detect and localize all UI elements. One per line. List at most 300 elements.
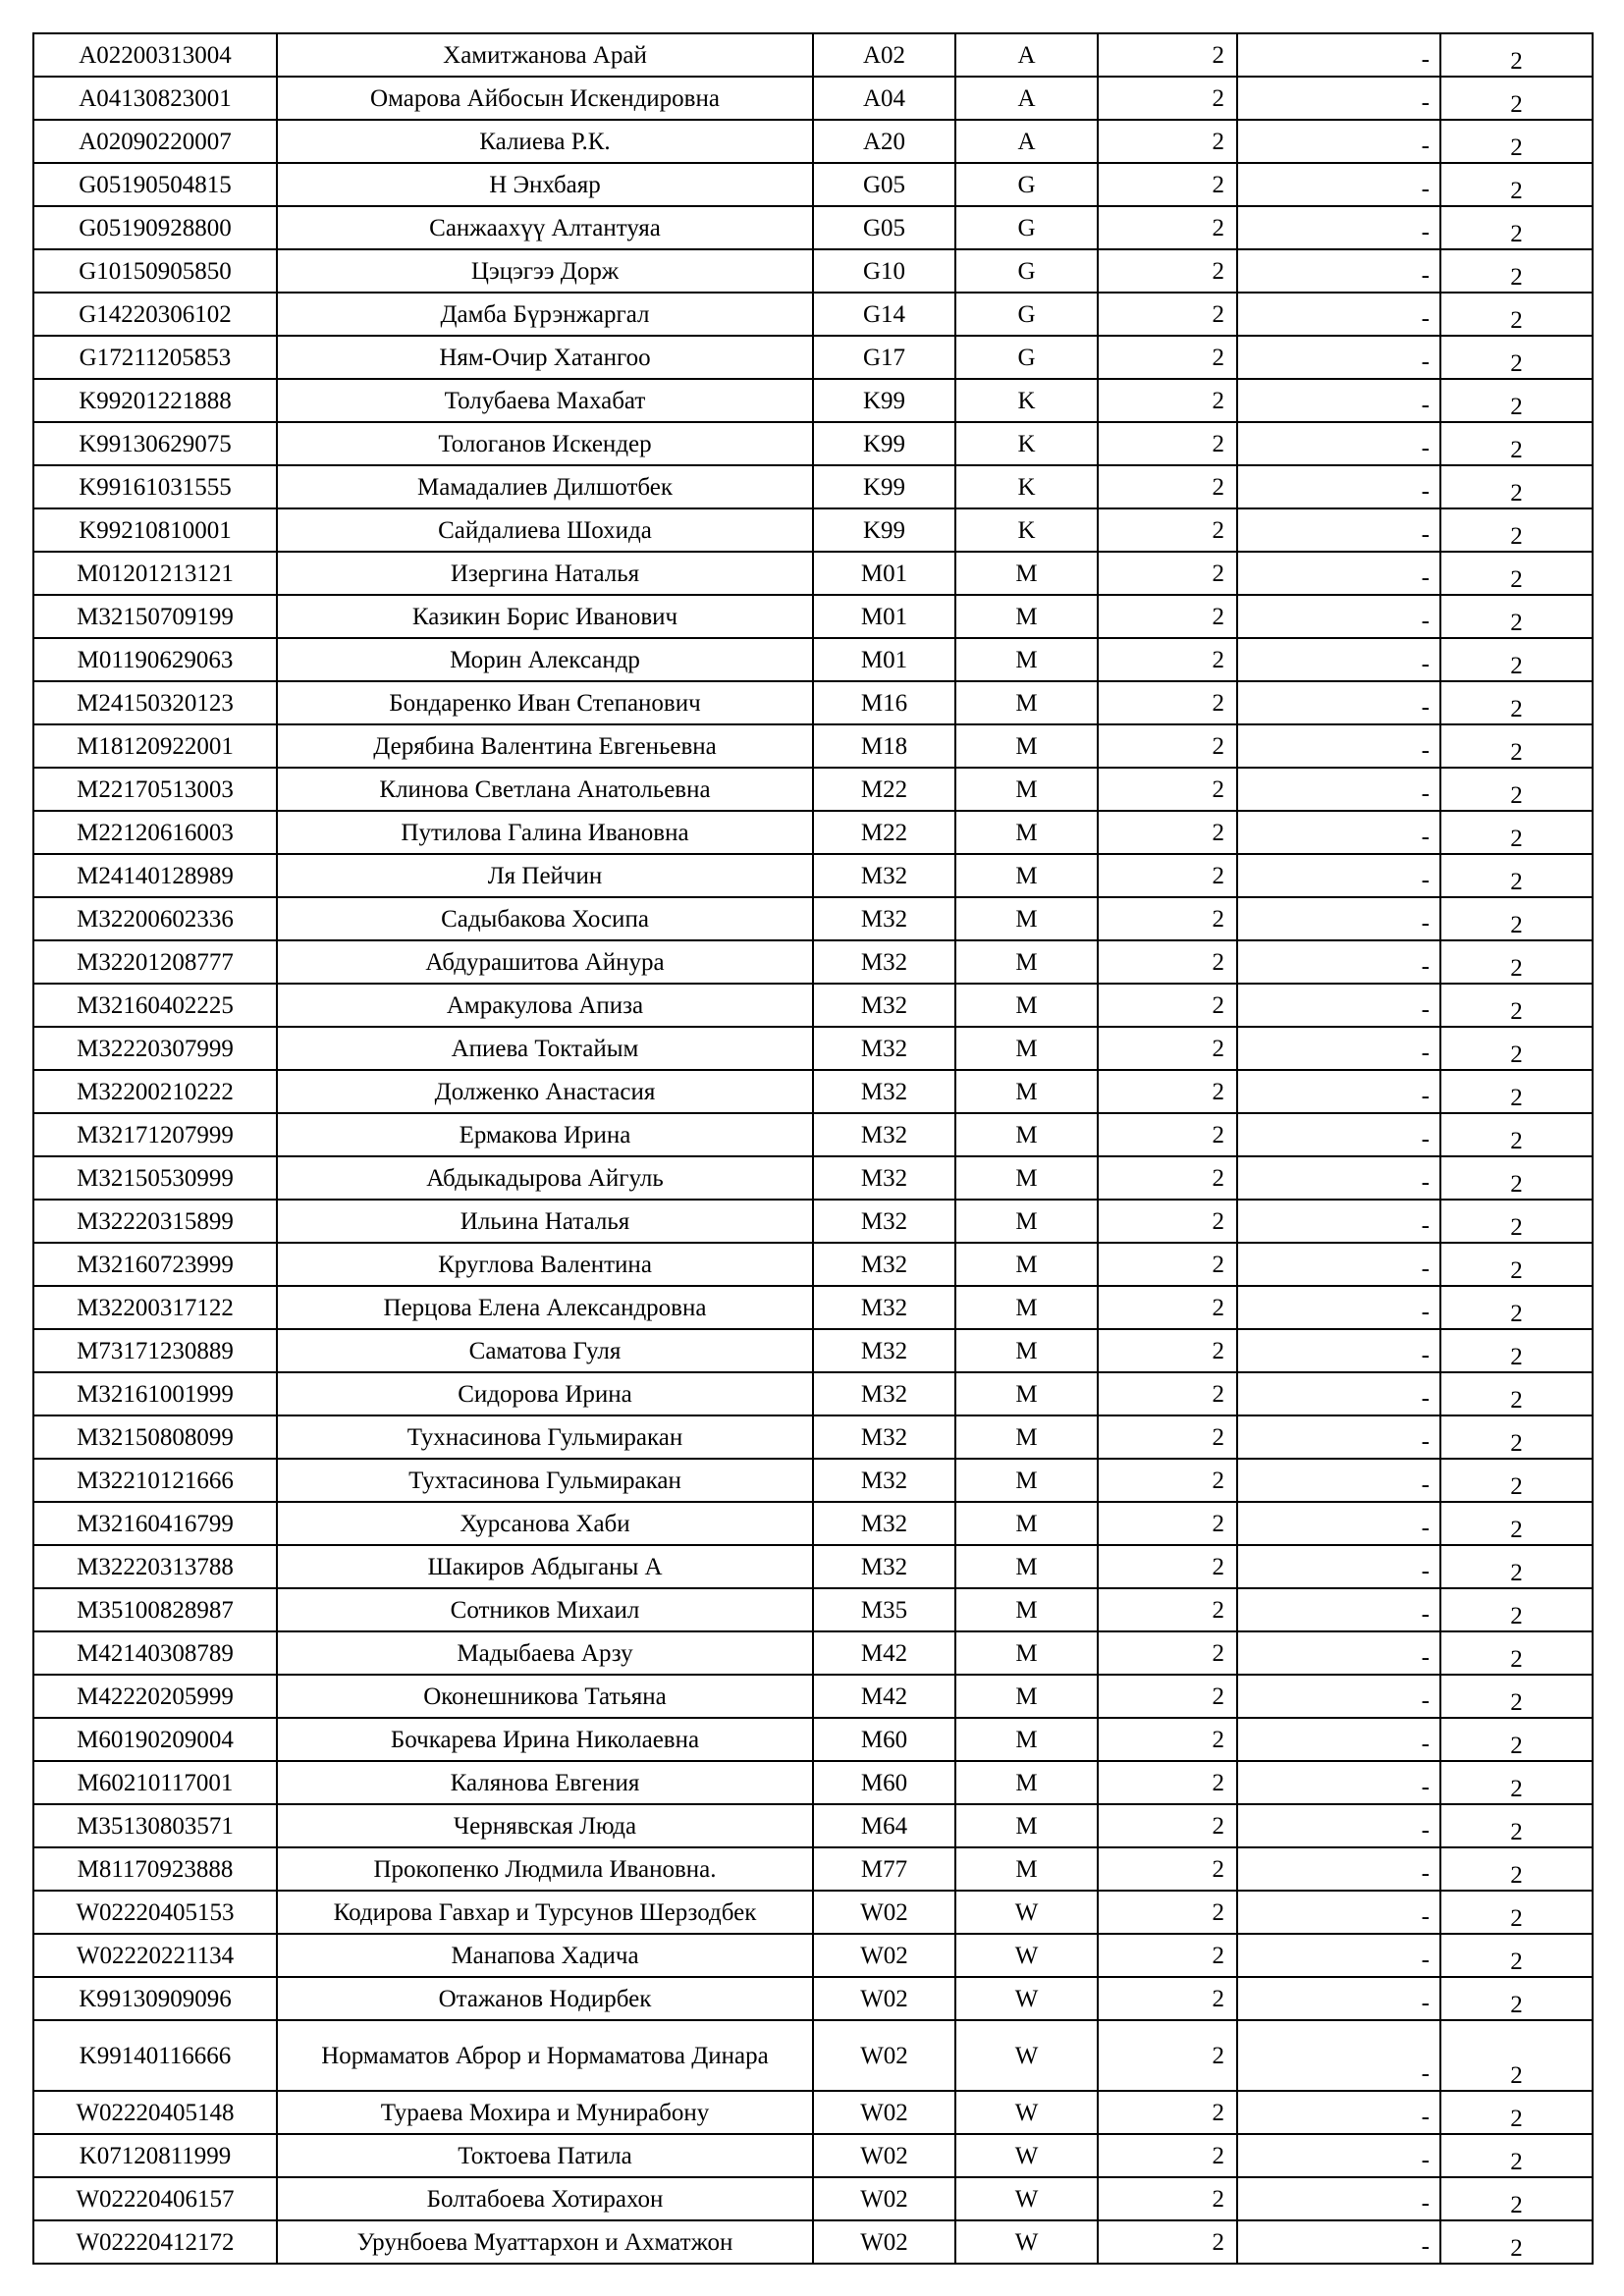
group-letter: G [955, 206, 1098, 249]
table-row [33, 2134, 1593, 2177]
participant-id: M60210117001 [33, 1761, 277, 1804]
score-value: 2 [1098, 163, 1237, 206]
score-value: 2 [1098, 1200, 1237, 1243]
table-row [33, 379, 1593, 422]
dash-cell: - [1237, 638, 1440, 681]
total-value: 2 [1440, 724, 1593, 768]
total-value: 2 [1440, 1243, 1593, 1286]
score-value: 2 [1098, 854, 1237, 897]
participant-name: Тухтасинова Гульмиракан [277, 1459, 813, 1502]
category-code: W02 [813, 1977, 955, 2020]
participant-id: M24140128989 [33, 854, 277, 897]
participant-id: K07120811999 [33, 2134, 277, 2177]
total-value: 2 [1440, 508, 1593, 552]
table-row [33, 1286, 1593, 1329]
dash-cell: - [1237, 2220, 1440, 2264]
score-value: 2 [1098, 595, 1237, 638]
group-letter: W [955, 1891, 1098, 1934]
table-row [33, 2220, 1593, 2264]
table-row [33, 206, 1593, 249]
category-code: M32 [813, 1113, 955, 1156]
category-code: M22 [813, 811, 955, 854]
category-code: W02 [813, 2020, 955, 2091]
dash-cell: - [1237, 1588, 1440, 1631]
participant-name: Ля Пейчин [277, 854, 813, 897]
group-letter: W [955, 2177, 1098, 2220]
participant-name: Прокопенко Людмила Ивановна. [277, 1847, 813, 1891]
category-code: M32 [813, 1286, 955, 1329]
participant-id: W02220405148 [33, 2091, 277, 2134]
participant-id: M01190629063 [33, 638, 277, 681]
total-value: 2 [1440, 854, 1593, 897]
table-row [33, 1934, 1593, 1977]
dash-cell: - [1237, 1502, 1440, 1545]
score-value: 2 [1098, 1588, 1237, 1631]
dash-cell: - [1237, 1329, 1440, 1372]
score-value: 2 [1098, 465, 1237, 508]
table-row [33, 508, 1593, 552]
total-value: 2 [1440, 2177, 1593, 2220]
dash-cell: - [1237, 1415, 1440, 1459]
participant-name: Тухнасинова Гульмиракан [277, 1415, 813, 1459]
total-value: 2 [1440, 1502, 1593, 1545]
dash-cell: - [1237, 897, 1440, 940]
participant-id: K99201221888 [33, 379, 277, 422]
dash-cell: - [1237, 33, 1440, 77]
total-value: 2 [1440, 336, 1593, 379]
participant-name: Бондаренко Иван Степанович [277, 681, 813, 724]
group-letter: A [955, 120, 1098, 163]
participant-id: K99130909096 [33, 1977, 277, 2020]
table-row [33, 1847, 1593, 1891]
participant-name: Дерябина Валентина Евгеньевна [277, 724, 813, 768]
group-letter: M [955, 1329, 1098, 1372]
participant-id: M73171230889 [33, 1329, 277, 1372]
participant-name: Абдыкадырова Айгуль [277, 1156, 813, 1200]
table-row [33, 1891, 1593, 1934]
category-code: M32 [813, 1372, 955, 1415]
category-code: W02 [813, 1934, 955, 1977]
score-value: 2 [1098, 1934, 1237, 1977]
dash-cell: - [1237, 1977, 1440, 2020]
participant-id: M32160723999 [33, 1243, 277, 1286]
dash-cell: - [1237, 1243, 1440, 1286]
participant-id: M32220307999 [33, 1027, 277, 1070]
category-code: M60 [813, 1718, 955, 1761]
participant-id: W02220406157 [33, 2177, 277, 2220]
participant-name: Чернявская Люда [277, 1804, 813, 1847]
category-code: G05 [813, 163, 955, 206]
total-value: 2 [1440, 811, 1593, 854]
participant-id: A02200313004 [33, 33, 277, 77]
table-row [33, 1243, 1593, 1286]
table-row [33, 1459, 1593, 1502]
dash-cell: - [1237, 1934, 1440, 1977]
table-row [33, 1070, 1593, 1113]
table-row [33, 2020, 1593, 2091]
category-code: M32 [813, 984, 955, 1027]
participant-name: Путилова Галина Ивановна [277, 811, 813, 854]
score-value: 2 [1098, 77, 1237, 120]
group-letter: M [955, 984, 1098, 1027]
table-row [33, 163, 1593, 206]
total-value: 2 [1440, 1200, 1593, 1243]
group-letter: M [955, 1243, 1098, 1286]
table-row [33, 293, 1593, 336]
table-row [33, 336, 1593, 379]
total-value: 2 [1440, 1847, 1593, 1891]
table-row [33, 1718, 1593, 1761]
dash-cell: - [1237, 595, 1440, 638]
category-code: M01 [813, 638, 955, 681]
participant-name: Толубаева Махабат [277, 379, 813, 422]
participant-name: Мамадалиев Дилшотбек [277, 465, 813, 508]
dash-cell: - [1237, 2177, 1440, 2220]
dash-cell: - [1237, 1200, 1440, 1243]
total-value: 2 [1440, 984, 1593, 1027]
participant-id: M32210121666 [33, 1459, 277, 1502]
total-value: 2 [1440, 681, 1593, 724]
table-row [33, 1027, 1593, 1070]
participant-id: M42140308789 [33, 1631, 277, 1675]
total-value: 2 [1440, 1372, 1593, 1415]
score-value: 2 [1098, 1804, 1237, 1847]
group-letter: M [955, 1200, 1098, 1243]
participant-id: M32160402225 [33, 984, 277, 1027]
total-value: 2 [1440, 465, 1593, 508]
participant-id: K99210810001 [33, 508, 277, 552]
participant-name: Изергина Наталья [277, 552, 813, 595]
table-row [33, 1977, 1593, 2020]
participant-name: Долженко Анастасия [277, 1070, 813, 1113]
table-row [33, 940, 1593, 984]
participant-name: Урунбоева Муаттархон и Ахматжон [277, 2220, 813, 2264]
participant-id: G10150905850 [33, 249, 277, 293]
table-row [33, 681, 1593, 724]
table-row [33, 1675, 1593, 1718]
total-value: 2 [1440, 1631, 1593, 1675]
participant-name: Круглова Валентина [277, 1243, 813, 1286]
score-value: 2 [1098, 897, 1237, 940]
score-value: 2 [1098, 1372, 1237, 1415]
category-code: M77 [813, 1847, 955, 1891]
score-value: 2 [1098, 1631, 1237, 1675]
total-value: 2 [1440, 1113, 1593, 1156]
dash-cell: - [1237, 1070, 1440, 1113]
total-value: 2 [1440, 1329, 1593, 1372]
total-value: 2 [1440, 2020, 1593, 2091]
dash-cell: - [1237, 768, 1440, 811]
participant-id: M01201213121 [33, 552, 277, 595]
group-letter: M [955, 854, 1098, 897]
participant-id: M60190209004 [33, 1718, 277, 1761]
dash-cell: - [1237, 984, 1440, 1027]
dash-cell: - [1237, 163, 1440, 206]
score-value: 2 [1098, 1891, 1237, 1934]
group-letter: G [955, 163, 1098, 206]
participant-id: M32200602336 [33, 897, 277, 940]
dash-cell: - [1237, 508, 1440, 552]
table-row [33, 811, 1593, 854]
group-letter: M [955, 1113, 1098, 1156]
group-letter: G [955, 293, 1098, 336]
group-letter: W [955, 1977, 1098, 2020]
group-letter: M [955, 1718, 1098, 1761]
score-value: 2 [1098, 120, 1237, 163]
total-value: 2 [1440, 293, 1593, 336]
participant-id: M32161001999 [33, 1372, 277, 1415]
score-value: 2 [1098, 1718, 1237, 1761]
category-code: M35 [813, 1588, 955, 1631]
group-letter: G [955, 336, 1098, 379]
total-value: 2 [1440, 1934, 1593, 1977]
dash-cell: - [1237, 1545, 1440, 1588]
category-code: M32 [813, 1156, 955, 1200]
participant-name: Тологанов Искендер [277, 422, 813, 465]
total-value: 2 [1440, 2134, 1593, 2177]
total-value: 2 [1440, 552, 1593, 595]
score-value: 2 [1098, 1977, 1237, 2020]
participant-name: Казикин Борис Иванович [277, 595, 813, 638]
total-value: 2 [1440, 638, 1593, 681]
category-code: W02 [813, 1891, 955, 1934]
group-letter: M [955, 1675, 1098, 1718]
participant-id: M22120616003 [33, 811, 277, 854]
total-value: 2 [1440, 940, 1593, 984]
participant-id: A04130823001 [33, 77, 277, 120]
score-value: 2 [1098, 379, 1237, 422]
group-letter: K [955, 379, 1098, 422]
total-value: 2 [1440, 163, 1593, 206]
total-value: 2 [1440, 2220, 1593, 2264]
group-letter: M [955, 638, 1098, 681]
total-value: 2 [1440, 595, 1593, 638]
participant-name: Абдурашитова Айнура [277, 940, 813, 984]
participant-id: M32150530999 [33, 1156, 277, 1200]
score-value: 2 [1098, 1027, 1237, 1070]
participant-name: Калиева Р.К. [277, 120, 813, 163]
participant-name: Н Энхбаяр [277, 163, 813, 206]
dash-cell: - [1237, 1847, 1440, 1891]
category-code: M16 [813, 681, 955, 724]
total-value: 2 [1440, 1070, 1593, 1113]
dash-cell: - [1237, 336, 1440, 379]
total-value: 2 [1440, 77, 1593, 120]
score-value: 2 [1098, 422, 1237, 465]
dash-cell: - [1237, 379, 1440, 422]
dash-cell: - [1237, 552, 1440, 595]
group-letter: M [955, 811, 1098, 854]
category-code: M32 [813, 1200, 955, 1243]
group-letter: M [955, 724, 1098, 768]
participant-id: M18120922001 [33, 724, 277, 768]
group-letter: M [955, 1761, 1098, 1804]
dash-cell: - [1237, 1804, 1440, 1847]
table-row [33, 1588, 1593, 1631]
category-code: G10 [813, 249, 955, 293]
dash-cell: - [1237, 293, 1440, 336]
score-value: 2 [1098, 2091, 1237, 2134]
participant-name: Болтабоева Хотирахон [277, 2177, 813, 2220]
table-row [33, 1631, 1593, 1675]
table-row [33, 638, 1593, 681]
category-code: M32 [813, 854, 955, 897]
table-row [33, 724, 1593, 768]
participant-name: Кодирова Гавхар и Турсунов Шерзодбек [277, 1891, 813, 1934]
category-code: W02 [813, 2134, 955, 2177]
dash-cell: - [1237, 1675, 1440, 1718]
table-row [33, 1415, 1593, 1459]
participant-id: M32160416799 [33, 1502, 277, 1545]
score-value: 2 [1098, 984, 1237, 1027]
group-letter: M [955, 1459, 1098, 1502]
category-code: W02 [813, 2220, 955, 2264]
category-code: M42 [813, 1631, 955, 1675]
participant-name: Клинова Светлана Анатольевна [277, 768, 813, 811]
total-value: 2 [1440, 379, 1593, 422]
category-code: M32 [813, 1070, 955, 1113]
participant-name: Саматова Гуля [277, 1329, 813, 1372]
score-value: 2 [1098, 1286, 1237, 1329]
table-row [33, 422, 1593, 465]
participant-name: Сотников Михаил [277, 1588, 813, 1631]
group-letter: M [955, 940, 1098, 984]
score-value: 2 [1098, 811, 1237, 854]
participant-name: Перцова Елена Александровна [277, 1286, 813, 1329]
total-value: 2 [1440, 206, 1593, 249]
participant-id: G05190928800 [33, 206, 277, 249]
total-value: 2 [1440, 1675, 1593, 1718]
participant-id: K99140116666 [33, 2020, 277, 2091]
total-value: 2 [1440, 1588, 1593, 1631]
participant-name: Хамитжанова Арай [277, 33, 813, 77]
table-row [33, 2091, 1593, 2134]
dash-cell: - [1237, 1761, 1440, 1804]
dash-cell: - [1237, 811, 1440, 854]
participant-name: Хурсанова Хаби [277, 1502, 813, 1545]
dash-cell: - [1237, 120, 1440, 163]
participant-name: Санжаахүү Алтантуяа [277, 206, 813, 249]
dash-cell: - [1237, 1718, 1440, 1761]
dash-cell: - [1237, 1891, 1440, 1934]
table-row [33, 77, 1593, 120]
participant-id: M22170513003 [33, 768, 277, 811]
table-row [33, 552, 1593, 595]
score-value: 2 [1098, 1459, 1237, 1502]
total-value: 2 [1440, 1977, 1593, 2020]
group-letter: M [955, 1286, 1098, 1329]
score-value: 2 [1098, 206, 1237, 249]
participant-name: Оконешникова Татьяна [277, 1675, 813, 1718]
table-body [33, 33, 1593, 2264]
participant-id: M24150320123 [33, 681, 277, 724]
category-code: M22 [813, 768, 955, 811]
dash-cell: - [1237, 940, 1440, 984]
group-letter: M [955, 1502, 1098, 1545]
participant-name: Ням-Очир Хатангоо [277, 336, 813, 379]
participant-name: Морин Александр [277, 638, 813, 681]
participant-name: Тураева Мохира и Мунирабону [277, 2091, 813, 2134]
table-row [33, 1113, 1593, 1156]
participant-id: G14220306102 [33, 293, 277, 336]
participant-id: M32171207999 [33, 1113, 277, 1156]
score-value: 2 [1098, 768, 1237, 811]
dash-cell: - [1237, 1113, 1440, 1156]
total-value: 2 [1440, 249, 1593, 293]
total-value: 2 [1440, 1156, 1593, 1200]
dash-cell: - [1237, 1156, 1440, 1200]
table-row [33, 854, 1593, 897]
category-code: M32 [813, 1545, 955, 1588]
category-code: M32 [813, 1459, 955, 1502]
group-letter: M [955, 1156, 1098, 1200]
category-code: M32 [813, 1502, 955, 1545]
category-code: K99 [813, 465, 955, 508]
group-letter: M [955, 1415, 1098, 1459]
score-value: 2 [1098, 1761, 1237, 1804]
category-code: K99 [813, 508, 955, 552]
score-value: 2 [1098, 508, 1237, 552]
participant-id: M35130803571 [33, 1804, 277, 1847]
table-row [33, 1329, 1593, 1372]
table-row [33, 465, 1593, 508]
category-code: M32 [813, 940, 955, 984]
score-value: 2 [1098, 1675, 1237, 1718]
group-letter: W [955, 2091, 1098, 2134]
group-letter: M [955, 1804, 1098, 1847]
participant-id: A02090220007 [33, 120, 277, 163]
table-row [33, 595, 1593, 638]
score-value: 2 [1098, 1243, 1237, 1286]
participant-id: G17211205853 [33, 336, 277, 379]
table-row [33, 33, 1593, 77]
score-value: 2 [1098, 1502, 1237, 1545]
group-letter: K [955, 422, 1098, 465]
participant-id: M32150709199 [33, 595, 277, 638]
participant-name: Дамба Бүрэнжаргал [277, 293, 813, 336]
group-letter: W [955, 2020, 1098, 2091]
total-value: 2 [1440, 897, 1593, 940]
category-code: M01 [813, 595, 955, 638]
group-letter: M [955, 1631, 1098, 1675]
participant-name: Бочкарева Ирина Николаевна [277, 1718, 813, 1761]
participant-id: G05190504815 [33, 163, 277, 206]
category-code: M32 [813, 897, 955, 940]
total-value: 2 [1440, 2091, 1593, 2134]
dash-cell: - [1237, 1286, 1440, 1329]
category-code: M32 [813, 1027, 955, 1070]
score-value: 2 [1098, 681, 1237, 724]
score-value: 2 [1098, 336, 1237, 379]
participant-name: Мадыбаева Арзу [277, 1631, 813, 1675]
score-value: 2 [1098, 1545, 1237, 1588]
group-letter: W [955, 1934, 1098, 1977]
dash-cell: - [1237, 1631, 1440, 1675]
table-row [33, 120, 1593, 163]
participant-id: M42220205999 [33, 1675, 277, 1718]
data-table [32, 32, 1594, 2265]
dash-cell: - [1237, 1372, 1440, 1415]
total-value: 2 [1440, 33, 1593, 77]
score-value: 2 [1098, 724, 1237, 768]
total-value: 2 [1440, 1459, 1593, 1502]
table-row [33, 984, 1593, 1027]
participant-name: Ильина Наталья [277, 1200, 813, 1243]
group-letter: M [955, 1372, 1098, 1415]
group-letter: W [955, 2134, 1098, 2177]
participant-name: Токтоева Патила [277, 2134, 813, 2177]
score-value: 2 [1098, 1070, 1237, 1113]
